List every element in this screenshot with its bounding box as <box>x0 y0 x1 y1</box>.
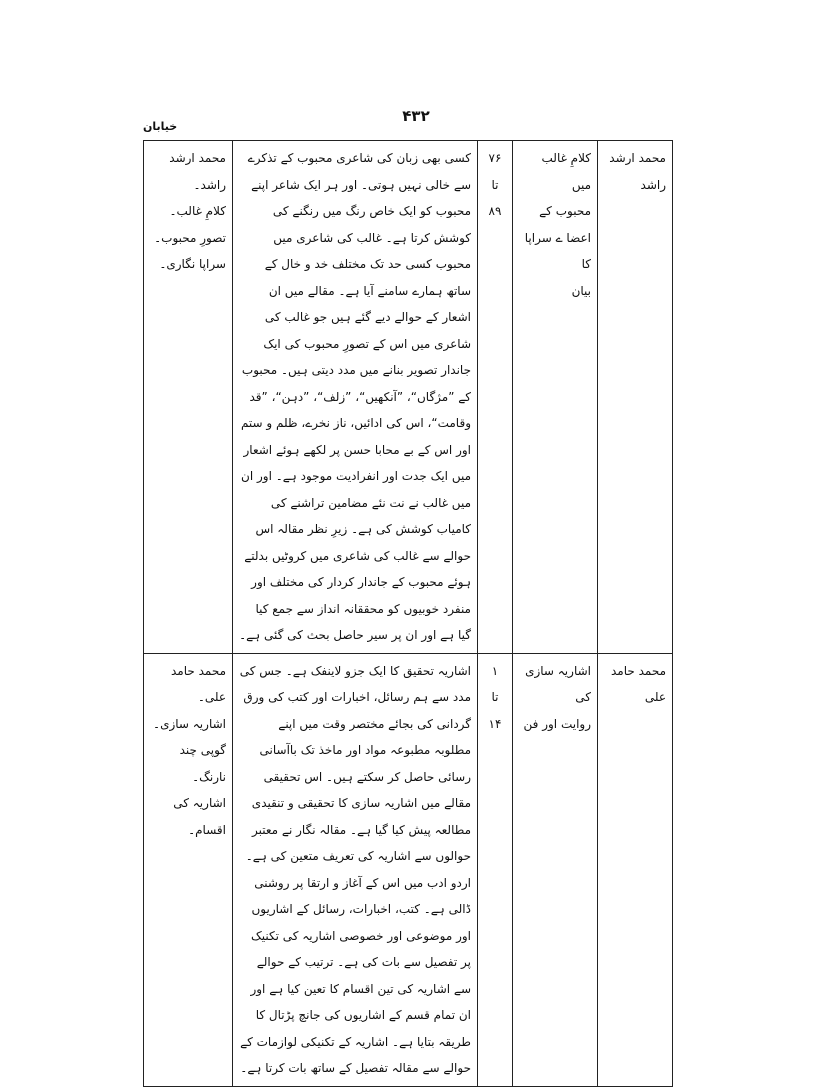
page-start: ۷۶ <box>488 151 502 165</box>
keywords-cell <box>144 653 233 1086</box>
page-end: ۸۹ <box>488 204 502 218</box>
title-line: روایت اور فن <box>523 716 591 731</box>
title-cell <box>513 141 598 654</box>
title-line: کلامِ غالب میں <box>541 151 591 192</box>
table-row <box>144 141 673 654</box>
page-number: ۴۳۲ <box>402 107 430 125</box>
title-line: اعضا ے سراپا کا <box>524 230 591 271</box>
keyword: محمد حامد علی۔ <box>170 663 226 704</box>
keyword: اشاریہ سازی۔ <box>153 716 226 731</box>
article-index-table <box>143 140 673 1087</box>
keywords-cell <box>144 141 233 654</box>
page-to: تا <box>491 690 499 704</box>
keyword: کلامِ غالب۔ <box>169 204 226 218</box>
title-line: اشاریہ سازی کی <box>525 663 591 704</box>
keyword: محمد ارشد راشد۔ <box>169 151 226 192</box>
title-line: بیان <box>571 283 591 298</box>
page-start: ۱ <box>491 663 499 678</box>
page-to: تا <box>491 177 499 192</box>
table-row <box>144 653 673 1086</box>
pages-cell <box>478 141 513 654</box>
summary-cell: کسی بھی زبان کی شاعری محبوب کے تذکرے سے خالی نہیں ہوتی۔ اور ہر ایک شاعر اپنے محبوب کو ایک خاص رنگ میں رنگنے کی کوشش کرتا ہے۔ غالب کی شاعری میں محبوب کسی حد تک مختلف خد و خال کے ساتھ ہمارے سامنے آیا ہے۔ مقالے میں ان اشعار کے حوالے دیے گئے ہیں جو غالب کی شاعری میں اس کے تصورِ محبوب کی ایک جاندار تصویر بنانے میں مدد دیتی ہیں۔ محبوب کے ”مژگاں“، ”آنکھیں“، ”زلف“، ”دہن“، ”قد وقامت“، اس کی ادائیں، ناز نخرے، ظلم و ستم اور اس کے بے محابا حسن پر لکھے ہوئے اشعار میں ایک جدت اور انفرادیت موجود ہے۔ اور ان میں غالب نے نت نئے مضامین تراشنے کی کامیاب کوشش کی ہے۔ زیرِ نظر مقالہ اس حوالے سے غالب کی شاعری میں کروٹیں بدلتے ہوئے محبوب کے جاندار کردار کی مختلف اور منفرد خوبیوں کو محققانہ انداز سے جمع کیا گیا ہے اور ان پر سیر حاصل بحث کی گئی ہے۔ <box>233 141 478 654</box>
title-line: محبوب کے <box>539 204 591 218</box>
author-cell: محمد ارشد راشد <box>598 141 673 654</box>
page-end: ۱۴ <box>488 716 502 731</box>
keyword: تصورِ محبوب۔ <box>154 230 226 245</box>
author-cell: محمد حامد علی <box>598 653 673 1086</box>
journal-name: خیابان <box>143 120 178 133</box>
title-cell <box>513 653 598 1086</box>
keyword: گوپی چند نارنگ۔ <box>179 743 226 784</box>
summary-cell: اشاریہ تحقیق کا ایک جزو لاینفک ہے۔ جس کی مدد سے ہم رسائل، اخبارات اور کتب کی ورق گردانی کی بجائے مختصر وقت میں اپنے مطلوبہ مطبوعہ مواد اور ماخذ تک باآسانی رسائی حاصل کر سکتے ہیں۔ اس تحقیقی مقالے میں اشاریہ سازی کا تحقیقی و تنقیدی مطالعہ پیش کیا گیا ہے۔ مقالہ نگار نے معتبر حوالوں سے اشاریہ کی تعریف متعین کی ہے۔ اردو ادب میں اس کے آغاز و ارتقا پر روشنی ڈالی ہے۔ کتب، اخبارات، رسائل کے اشاریوں اور موضوعی اور خصوصی اشاریہ کی تکنیک پر تفصیل سے بات کی ہے۔ ترتیب کے حوالے سے اشاریہ کی تین اقسام کا تعین کیا ہے اور ان تمام قسم کے اشاریوں کی جانچ پڑتال کا طریقہ بتایا ہے۔ اشاریہ کے تکنیکی لوازمات کے حوالے سے مقالہ تفصیل کے ساتھ بات کرتا ہے۔ <box>233 653 478 1086</box>
keyword: سراپا نگاری۔ <box>159 257 226 271</box>
keyword: اشاریہ کی اقسام۔ <box>173 796 226 837</box>
pages-cell <box>478 653 513 1086</box>
